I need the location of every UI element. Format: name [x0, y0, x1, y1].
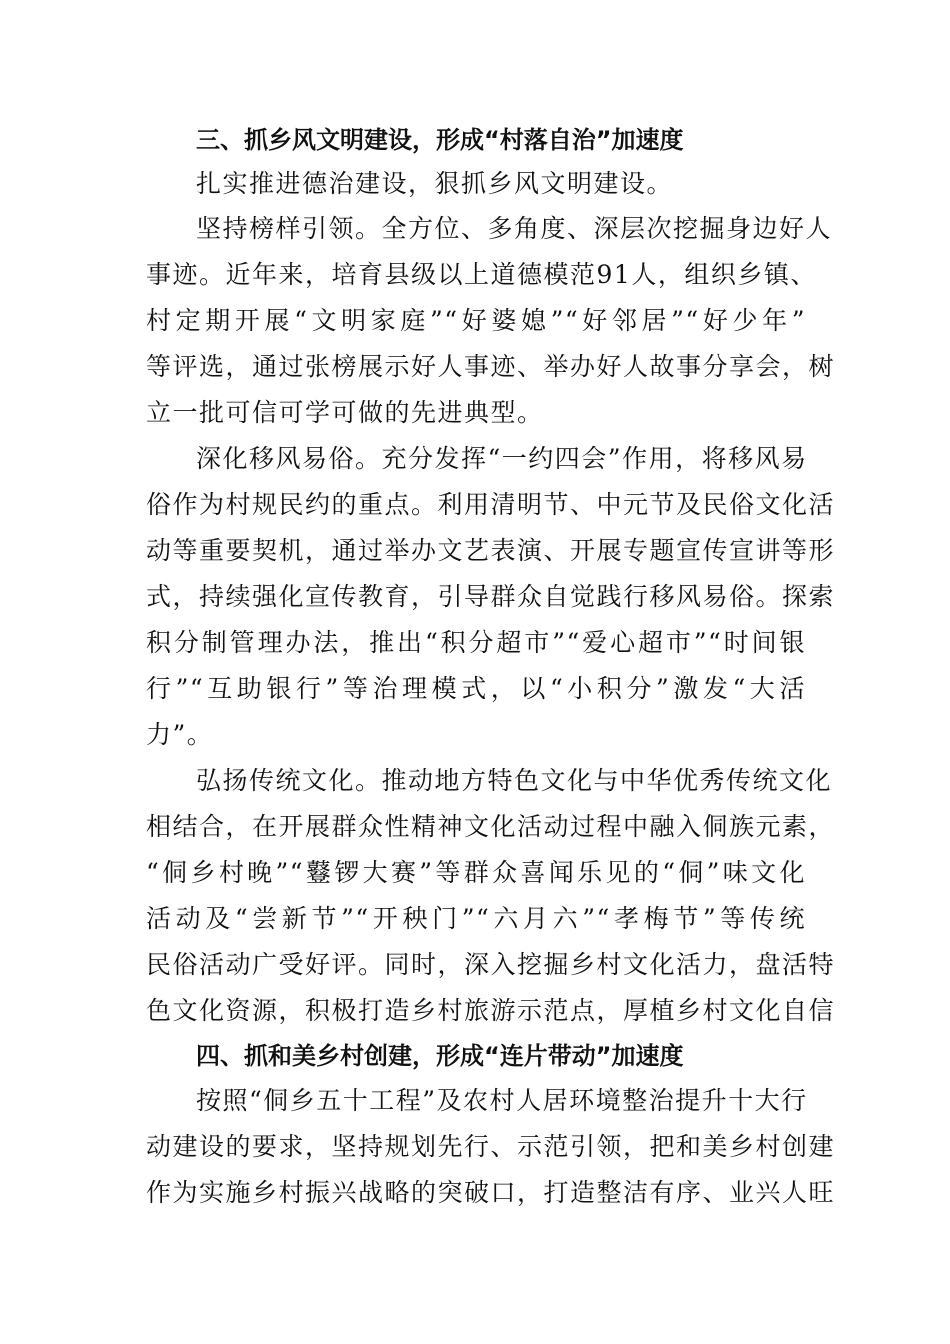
text-line: 动建设的要求，坚持规划先行、示范引领，把和美乡村创建: [146, 1132, 836, 1161]
text-line: 坚持榜样引领。全方位、多角度、深层次挖掘身边好人: [196, 214, 833, 243]
section-4-heading: 四、抓和美乡村创建，形成“连片带动”加速度: [196, 1042, 684, 1070]
text-line: 俗作为村规民约的重点。利用清明节、中元节及民俗文化活: [146, 490, 836, 519]
text-line: 立一批可信可学可做的先进典型。: [146, 398, 544, 427]
text-line: 村定期开展“文明家庭”“好婆媳”“好邻居”“好少年”: [146, 306, 806, 335]
text-line: 深化移风易俗。充分发挥“一约四会”作用，将移风易: [196, 444, 808, 473]
text-line: 相结合，在开展群众性精神文化活动过程中融入侗族元素，: [146, 812, 836, 841]
paragraph-traditional-culture: [146, 758, 836, 1034]
section-3-heading: 三、抓乡风文明建设，形成“村落自治”加速度: [196, 126, 684, 154]
text-line: 按照“侗乡五十工程”及农村人居环境整治提升十大行: [196, 1086, 808, 1115]
text-line: 活动及“尝新节”“开秧门”“六月六”“孝梅节”等传统: [146, 904, 806, 933]
text-line: 动等重要契机，通过举办文艺表演、开展专题宣传宣讲等形: [146, 536, 836, 565]
text-line: “侗乡村晚”“鼟锣大赛”等群众喜闻乐见的“侗”味文化: [146, 858, 806, 887]
text-line: 行”“互助银行”等治理模式，以“小积分”激发“大活: [146, 674, 806, 703]
text-line: 民俗活动广受好评。同时，深入挖掘乡村文化活力，盘活特: [146, 950, 836, 979]
text-line: 力”。: [146, 720, 214, 749]
paragraph-customs-reform: [146, 436, 836, 758]
text-line: 事迹。近年来，培育县级以上道德模范91人，组织乡镇、: [146, 260, 817, 289]
text-line: 作为实施乡村振兴战略的突破口，打造整洁有序、业兴人旺: [146, 1178, 836, 1207]
text-line: 等评选，通过张榜展示好人事迹、举办好人故事分享会，树: [146, 352, 836, 381]
text-line: 积分制管理办法，推出“积分超市”“爱心超市”“时间银: [146, 628, 806, 657]
text-line: 色文化资源，积极打造乡村旅游示范点，厚植乡村文化自信: [146, 996, 836, 1025]
text-line: 式，持续强化宣传教育，引导群众自觉践行移风易俗。探索: [146, 582, 836, 611]
paragraph-role-models: [146, 206, 836, 436]
document-page: [146, 118, 836, 1216]
text-line: 弘扬传统文化。推动地方特色文化与中华优秀传统文化: [196, 766, 833, 795]
section-3-intro: 扎实推进德治建设，狠抓乡风文明建设。: [196, 169, 674, 198]
paragraph-harmonious-villages: [146, 1078, 836, 1216]
